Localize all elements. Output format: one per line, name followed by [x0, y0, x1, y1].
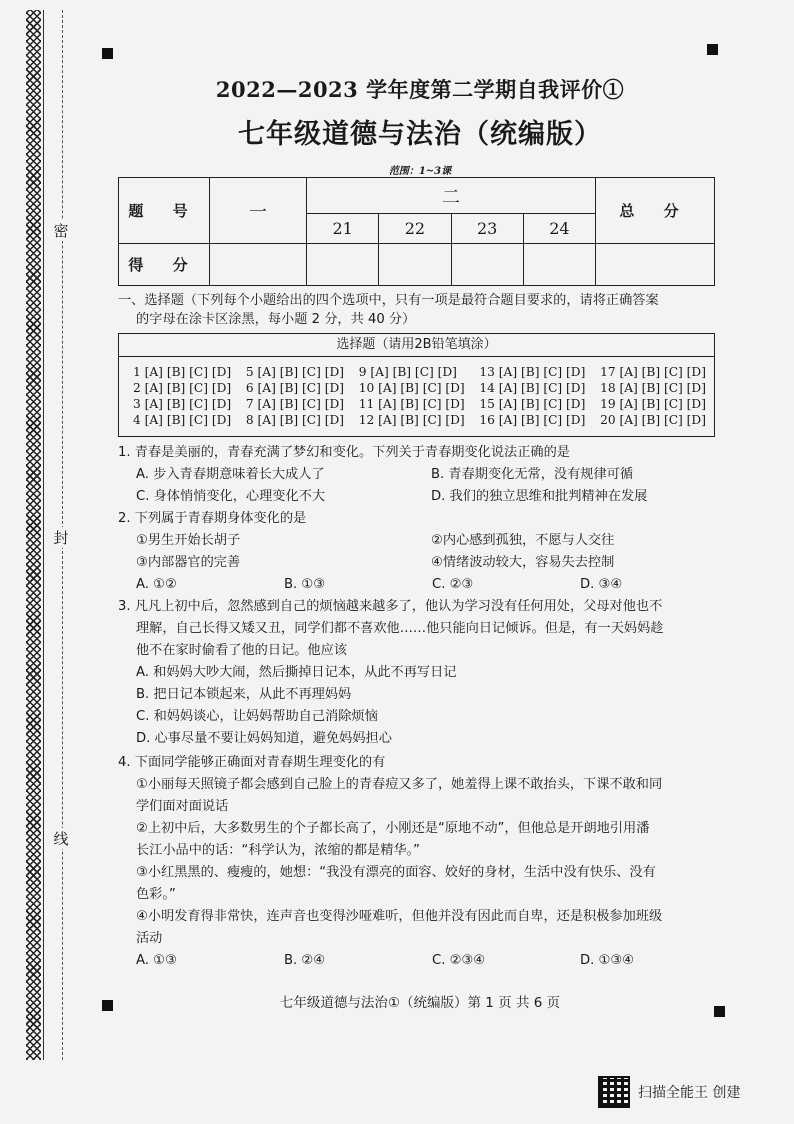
- answer-column-2: [246, 364, 344, 428]
- binding-char-xian: 线: [49, 828, 73, 849]
- question-number-label: 题 号: [119, 178, 210, 244]
- option-c: C. ②③: [432, 577, 474, 592]
- answer-row[interactable]: 8 [A] [B] [C] [D]: [245, 413, 345, 427]
- scanner-watermark: [598, 1076, 740, 1108]
- option-b: B. ②④: [284, 953, 326, 968]
- statement-3-line-2: 色彩。”: [136, 887, 176, 902]
- option-d: D. 心事尽量不要让妈妈知道，避免妈妈担心: [136, 731, 392, 746]
- statement-4-line-2: 活动: [136, 931, 163, 946]
- question-stem-line-1: 3. 凡凡上初中后，忽然感到自己的烦恼越来越多了，他认为学习没有任何用处，父母对他也不: [118, 599, 663, 614]
- answer-row[interactable]: 11 [A] [B] [C] [D]: [358, 397, 465, 411]
- statement-3-line-1: ③小红黑黑的、瘦瘦的，她想：“我没有漂亮的面容、姣好的身材，生活中没有快乐、没有: [136, 865, 656, 880]
- registration-mark-top-right: [707, 44, 718, 55]
- answer-row[interactable]: 5 [A] [B] [C] [D]: [245, 365, 345, 379]
- question-stem: 2. 下列属于青春期身体变化的是: [118, 511, 307, 526]
- option-a: A. 和妈妈大吵大闹，然后撕掉日记本，从此不再写日记: [136, 665, 457, 680]
- instructions-line-1: 一、选择题（下列每个小题给出的四个选项中，只有一项是最符合题目要求的，请将正确答案: [118, 293, 659, 308]
- option-a: A. ①③: [136, 953, 177, 968]
- binding-char-mi: 密: [49, 220, 73, 241]
- answer-row[interactable]: 9 [A] [B] [C] [D]: [358, 365, 457, 379]
- statement-2: ②内心感到孤独，不愿与人交往: [431, 533, 615, 548]
- question-2: [118, 508, 728, 596]
- answer-row[interactable]: 12 [A] [B] [C] [D]: [358, 413, 465, 427]
- score-cell-23[interactable]: [451, 244, 523, 286]
- answer-column-5: [600, 364, 706, 428]
- watermark-text: 扫描全能王 创建: [638, 1085, 741, 1101]
- question-3: [118, 596, 728, 750]
- sub-question-24: 24: [523, 214, 595, 244]
- option-b: B. 青春期变化无常，没有规律可循: [431, 467, 634, 482]
- statement-1: ①男生开始长胡子: [136, 533, 241, 548]
- option-c: C. 身体悄悄变化，心理变化不大: [136, 489, 326, 504]
- statement-2-line-1: ②上初中后，大多数男生的个子都长高了，小刚还是“原地不动”，但他总是开朗地引用潘: [136, 821, 650, 836]
- answer-row[interactable]: 1 [A] [B] [C] [D]: [133, 365, 232, 379]
- statement-1-line-2: 学们面对面说话: [136, 799, 229, 814]
- question-stem-line-2: 理解，自己长得又矮又丑，同学们都不喜欢他……他只能向日记倾诉。但是，有一天妈妈趁: [136, 621, 664, 636]
- answer-row[interactable]: 6 [A] [B] [C] [D]: [245, 381, 345, 395]
- option-b: B. ①③: [284, 577, 326, 592]
- instructions-line-2: 的字母在涂卡区涂黑，每小题 2 分，共 40 分）: [136, 312, 416, 327]
- sub-question-22: 22: [379, 214, 451, 244]
- score-cell-24[interactable]: [523, 244, 595, 286]
- binding-char-feng: 封: [49, 527, 73, 548]
- exam-scope: 范围：1~3课: [388, 166, 452, 177]
- sub-question-21: 21: [307, 214, 379, 244]
- answer-sheet: [118, 333, 715, 437]
- score-cell-22[interactable]: [379, 244, 451, 286]
- option-b: B. 把日记本锁起来，从此不再理妈妈: [136, 687, 352, 702]
- option-a: A. 步入青春期意味着长大成人了: [136, 467, 325, 482]
- page-footer: 七年级道德与法治①（统编版）第 1 页 共 6 页: [279, 995, 561, 1011]
- answer-row[interactable]: 13 [A] [B] [C] [D]: [479, 365, 586, 379]
- statement-4: ④情绪波动较大，容易失去控制: [431, 555, 615, 570]
- statement-3: ③内部器官的完善: [136, 555, 241, 570]
- score-table: [118, 177, 715, 286]
- question-stem-line-3: 他不在家时偷看了他的日记。他应该: [136, 643, 347, 658]
- option-a: A. ①②: [136, 577, 177, 592]
- part-two-header: 二: [307, 178, 596, 214]
- question-stem: 1. 青春是美丽的，青春充满了梦幻和变化。下列关于青春期变化说法正确的是: [118, 445, 570, 460]
- qr-code-icon: [598, 1076, 630, 1108]
- score-label: 得 分: [119, 244, 210, 286]
- answer-column-1: [133, 364, 231, 428]
- option-c: C. ②③④: [432, 953, 486, 968]
- statement-2-line-2: 长江小品中的话：“科学认为，浓缩的都是精华。”: [136, 843, 420, 858]
- option-c: C. 和妈妈谈心，让妈妈帮助自己消除烦恼: [136, 709, 378, 724]
- option-d: D. ③④: [580, 577, 623, 592]
- answer-row[interactable]: 19 [A] [B] [C] [D]: [600, 397, 706, 411]
- score-cell-total[interactable]: [596, 244, 715, 286]
- score-cell-21[interactable]: [307, 244, 379, 286]
- answer-row[interactable]: 14 [A] [B] [C] [D]: [479, 381, 586, 395]
- option-d: D. ①③④: [580, 953, 635, 968]
- registration-mark-top-left: [102, 48, 113, 59]
- answer-row[interactable]: 16 [A] [B] [C] [D]: [479, 413, 586, 427]
- binding-solid-line: [43, 10, 44, 1060]
- answer-row[interactable]: 10 [A] [B] [C] [D]: [358, 381, 465, 395]
- answer-row[interactable]: 4 [A] [B] [C] [D]: [133, 413, 232, 427]
- exam-title: 2022—2023 学年度第二学期自我评价①: [215, 77, 625, 102]
- answer-row[interactable]: 20 [A] [B] [C] [D]: [600, 413, 706, 427]
- exam-subtitle: 七年级道德与法治（统编版）: [238, 119, 602, 150]
- answer-sheet-title: 选择题（请用2B铅笔填涂）: [119, 334, 714, 357]
- answer-row[interactable]: 17 [A] [B] [C] [D]: [600, 365, 706, 379]
- option-d: D. 我们的独立思维和批判精神在发展: [431, 489, 648, 504]
- statement-1-line-1: ①小丽每天照镜子都会感到自己脸上的青春痘又多了，她羞得上课不敢抬头，下课不敢和同: [136, 777, 663, 792]
- answer-row[interactable]: 7 [A] [B] [C] [D]: [245, 397, 345, 411]
- question-4: [118, 752, 728, 972]
- answer-column-4: [479, 364, 585, 428]
- answer-row[interactable]: 2 [A] [B] [C] [D]: [133, 381, 232, 395]
- answer-bubble-grid: [133, 364, 706, 428]
- answer-row[interactable]: 18 [A] [B] [C] [D]: [600, 381, 706, 395]
- section-one-instructions: [118, 291, 728, 329]
- binding-hatch-strip: [26, 10, 41, 1060]
- total-score-label: 总 分: [596, 178, 715, 244]
- part-one-header: 一: [210, 178, 307, 244]
- sub-question-23: 23: [451, 214, 523, 244]
- score-cell-part1[interactable]: [210, 244, 307, 286]
- answer-row[interactable]: 15 [A] [B] [C] [D]: [479, 397, 586, 411]
- answer-column-3: [359, 364, 465, 428]
- answer-row[interactable]: 3 [A] [B] [C] [D]: [133, 397, 232, 411]
- question-stem: 4. 下面同学能够正确面对青春期生理变化的有: [118, 755, 386, 770]
- statement-4-line-1: ④小明发育得非常快，连声音也变得沙哑难听，但他并没有因此而自卑，还是积极参加班级: [136, 909, 663, 924]
- question-1: [118, 442, 728, 508]
